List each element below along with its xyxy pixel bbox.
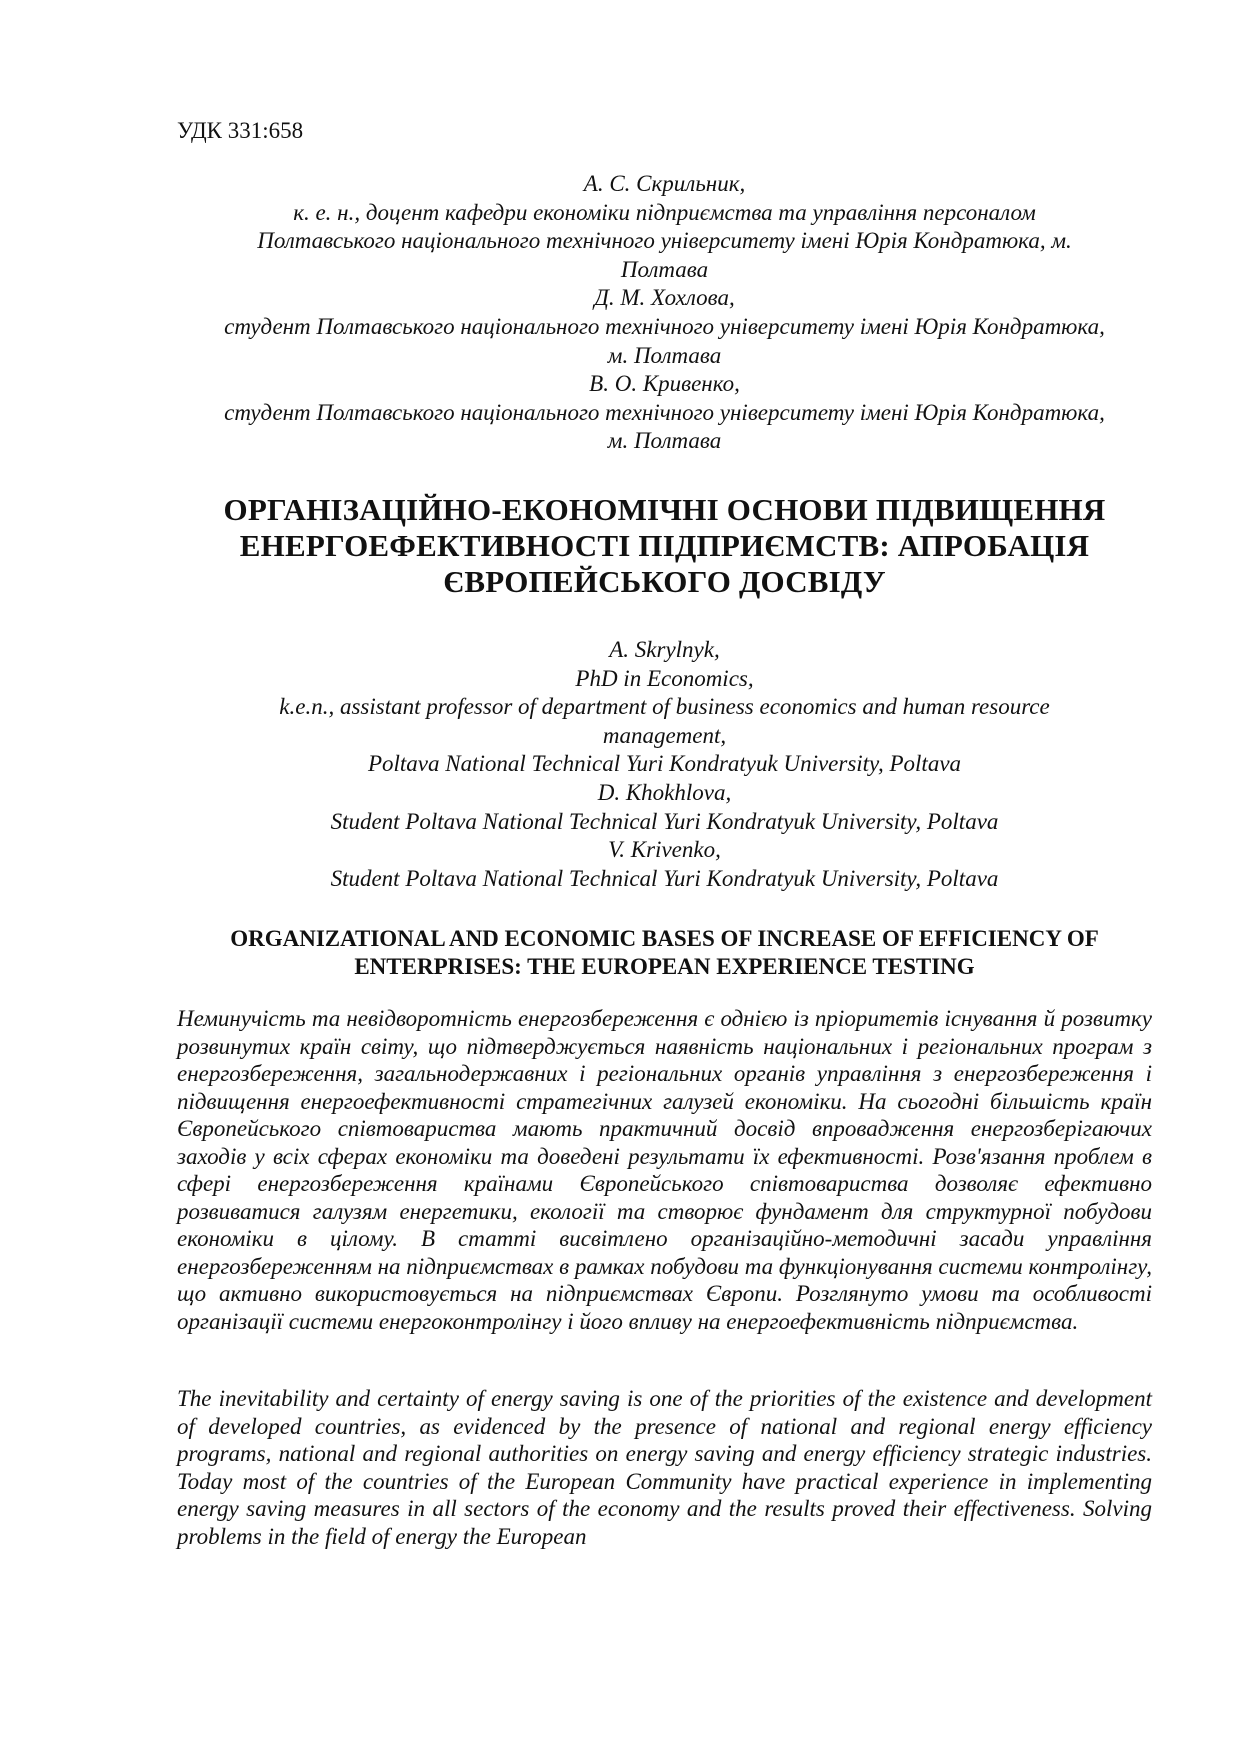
author-line: м. Полтава	[607, 428, 722, 454]
author-line: к. е. н., доцент кафедри економіки підприємства та управління персоналом	[293, 199, 1036, 225]
title-line: ЕНЕРГОЕФЕКТИВНОСТІ ПІДПРИЄМСТВ: АПРОБАЦІЯ	[239, 528, 1090, 563]
authors-ua	[177, 170, 1152, 456]
author-line: D. Khokhlova,	[597, 779, 732, 805]
author-line: Полтавського національного технічного університету імені Юрія Кондратюка, м.	[257, 228, 1072, 254]
author-line: м. Полтава	[607, 342, 722, 368]
author-line: Poltava National Technical Yuri Kondratyuk University, Poltava	[367, 751, 962, 777]
author-line: management,	[602, 722, 727, 748]
abstract-en: The inevitability and certainty of energy saving is one of the priorities of the existence and development of developed countries, as evidenced by the presence of national and regional energy efficiency programs, national and regional authorities on energy saving and energy efficiency strategic industries. Today most of the countries of the European Community have practical experience in implementing energy saving measures in all sectors of the economy and the results proved their effectiveness. Solving problems in the field of energy the European	[177, 1386, 1152, 1549]
title-line: ORGANIZATIONAL AND ECONOMIC BASES OF INCREASE OF EFFICIENCY OF	[230, 926, 1099, 951]
paper-title-ua	[177, 492, 1152, 600]
author-line: студент Полтавського національного технічного університету імені Юрія Кондратюка,	[224, 399, 1105, 425]
title-line: ЄВРОПЕЙСЬКОГО ДОСВІДУ	[443, 564, 886, 599]
title-line: ОРГАНІЗАЦІЙНО-ЕКОНОМІЧНІ ОСНОВИ ПІДВИЩЕННЯ	[223, 492, 1106, 527]
author-line: Полтава	[620, 256, 709, 282]
abstract-ua: Неминучість та невідворотність енергозбереження є однією із пріоритетів існування й розвитку розвинутих країн світу, що підтверджується наявність національних і регіональних програм з енергозбереження, загальнодержавних і регіональних органів управління з енергозбереження і підвищення енергоефективності стратегічних галузей економіки. На сьогодні більшість країн Європейського співтовариства мають практичний досвід впровадження енергозберігаючих заходів у всіх сферах економіки та доведені результати їх ефективності. Розв'язання проблем в сфері енергозбереження країнами Європейського співтовариства дозволяє ефективно розвиватися галузям енергетики, екології та створює фундамент для структурної побудови економіки в цілому. В статті висвітлено організаційно-методичні засади управління енергозбереженням на підприємствах в рамках побудови та функціонування системи контролінгу, що активно використовується на підприємствах Європи. Розглянуто умови та особливості організації системи енергоконтролінгу і його впливу на енергоефективність підприємства.	[177, 1006, 1152, 1334]
author-line: А. С. Скрильник,	[583, 171, 746, 196]
paper-title-en	[177, 925, 1152, 981]
title-line: ENTERPRISES: THE EUROPEAN EXPERIENCE TESTING	[354, 954, 975, 979]
author-line: Student Poltava National Technical Yuri Kondratyuk University, Poltava	[330, 808, 999, 834]
authors-en	[177, 636, 1152, 893]
author-line: k.e.n., assistant professor of department of business economics and human resource	[279, 694, 1050, 720]
udc-code: УДК 331:658	[177, 118, 304, 143]
author-line: A. Skrylnyk,	[609, 637, 720, 662]
author-line: Д. М. Хохлова,	[594, 285, 735, 311]
author-line: PhD in Economics,	[575, 665, 754, 691]
author-line: студент Полтавського національного технічного університету імені Юрія Кондратюка,	[224, 313, 1105, 339]
author-line: V. Krivenko,	[608, 837, 721, 863]
author-line: Student Poltava National Technical Yuri Kondratyuk University, Poltava	[330, 865, 999, 891]
author-line: В. О. Кривенко,	[589, 371, 740, 397]
